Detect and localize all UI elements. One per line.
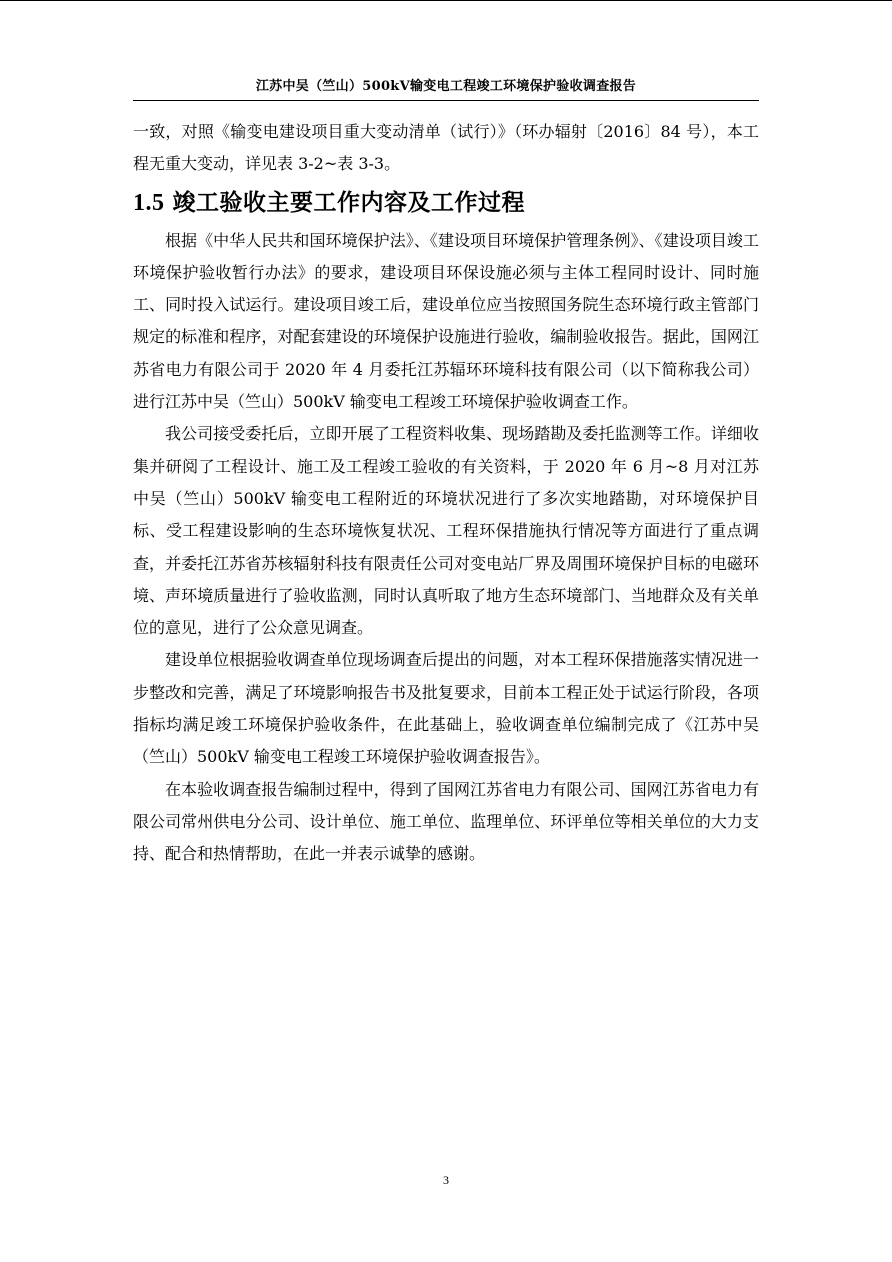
continuation-paragraph: 一致，对照《输变电建设项目重大变动清单（试行）》（环办辐射〔2016〕84 号），本工程无重大变动，详见表 3-2~表 3-3。	[133, 122, 759, 174]
paragraph-rectification: 建设单位根据验收调查单位现场调查后提出的问题，对本工程环保措施落实情况进一步整改和完善，满足了环境影响报告书及批复要求，目前本工程正处于试运行阶段，各项指标均满足竣工环境保护验收条件，在此基础上，验收调查单位编制完成了《江苏中吴（竺山）500kV 输变电工程竣工环境保护验收调查报告》。	[133, 650, 759, 767]
document-body	[133, 116, 759, 871]
running-header-title: 江苏中吴（竺山）500kV输变电工程竣工环境保护验收调查报告	[255, 79, 637, 94]
section-title: 竣工验收主要工作内容及工作过程	[172, 189, 525, 216]
page-number: 3	[443, 1173, 449, 1187]
paragraph-legal-basis: 根据《中华人民共和国环境保护法》、《建设项目环境保护管理条例》、《建设项目竣工环境保护验收暂行办法》的要求，建设项目环保设施必须与主体工程同时设计、同时施工、同时投入试运行。建设项目竣工后，建设单位应当按照国务院生态环境行政主管部门规定的标准和程序，对配套建设的环境保护设施进行验收，编制验收报告。据此，国网江苏省电力有限公司于 2020 年 4 月委托江苏辐环环境科技有限公司（以下简称我公司）进行江苏中吴（竺山）500kV 输变电工程竣工环境保护验收调查工作。	[133, 230, 759, 412]
section-heading	[133, 181, 759, 225]
paragraph-survey-work: 我公司接受委托后，立即开展了工程资料收集、现场踏勘及委托监测等工作。详细收集并研阅了工程设计、施工及工程竣工验收的有关资料，于 2020 年 6 月~8 月对江苏中吴（竺山）500kV 输变电工程附近的环境状况进行了多次实地踏勘，对环境保护目标、受工程建设影响的生态环境恢复状况、工程环保措施执行情况等方面进行了重点调查，并委托江苏省苏核辐射科技有限责任公司对变电站厂界及周围环境保护目标的电磁环境、声环境质量进行了验收监测，同时认真听取了地方生态环境部门、当地群众及有关单位的意见，进行了公众意见调查。	[133, 424, 759, 638]
section-number: 1.5	[133, 189, 165, 216]
header-divider	[133, 100, 759, 101]
paragraph-acknowledgement: 在本验收调查报告编制过程中，得到了国网江苏省电力有限公司、国网江苏省电力有限公司常州供电分公司、设计单位、施工单位、监理单位、环评单位等相关单位的大力支持、配合和热情帮助，在此一并表示诚挚的感谢。	[133, 779, 759, 864]
page-top-border	[0, 0, 892, 1]
